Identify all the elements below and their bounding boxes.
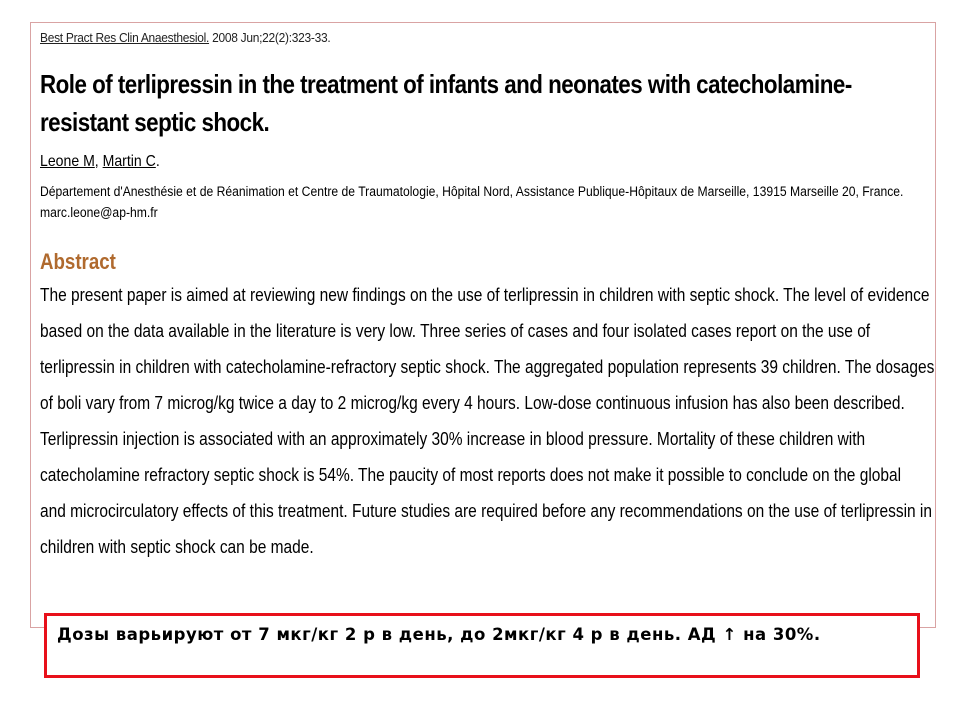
author-separator: , (94, 153, 103, 170)
citation-details: 2008 Jun;22(2):323-33. (209, 30, 331, 45)
abstract-line: Terlipressin injection is associated with an approximately 30% increase in blood pressure. Mortality of these children with (40, 429, 866, 449)
affiliation: Département d'Anesthésie et de Réanimation et Centre de Traumatologie, Hôpital Nord, Assistance Publique-Hôpitaux de Marseille, 13915 Marseille 20, France. marc.leone@ap-hm.fr (40, 184, 904, 220)
abstract-heading: Abstract (40, 249, 116, 274)
authors (40, 153, 814, 171)
author-end: . (155, 153, 160, 170)
journal-link[interactable]: Best Pract Res Clin Anaesthesiol. (40, 30, 210, 45)
abstract-line: catecholamine refractory septic shock is 54%. The paucity of most reports does not make it possible to conclude on the global (40, 465, 902, 485)
abstract-line: and microcirculatory effects of this treatment. Future studies are required before any recommendations on the use of terlipressin in (40, 501, 932, 521)
abstract-line: The present paper is aimed at reviewing new findings on the use of terlipressin in children with septic shock. The level of evidence (40, 285, 930, 305)
article-abstract (40, 30, 935, 565)
citation (40, 30, 850, 45)
abstract-line: of boli vary from 7 microg/kg twice a day to 2 microg/kg every 4 hours. Low-dose continuous infusion has also been described. (40, 393, 905, 413)
abstract-line: children with septic shock can be made. (40, 537, 314, 557)
abstract-line: based on the data available in the literature is very low. Three series of cases and four isolated cases report on the use of (40, 321, 871, 341)
abstract-line: terlipressin in children with catecholamine-refractory septic shock. The aggregated population represents 39 children. The dosages (40, 357, 935, 377)
article-title: Role of terlipressin in the treatment of infants and neonates with catecholamine-resistant septic shock. (40, 69, 852, 137)
author-link-martin[interactable]: Martin C (102, 153, 156, 170)
dosage-summary-note: Дозы варьируют от 7 мкг/кг 2 р в день, до 2мкг/кг 4 р в день. АД ↑ на 30%. (44, 613, 920, 678)
author-link-leone[interactable]: Leone M (40, 153, 95, 170)
abstract-body (40, 277, 934, 565)
